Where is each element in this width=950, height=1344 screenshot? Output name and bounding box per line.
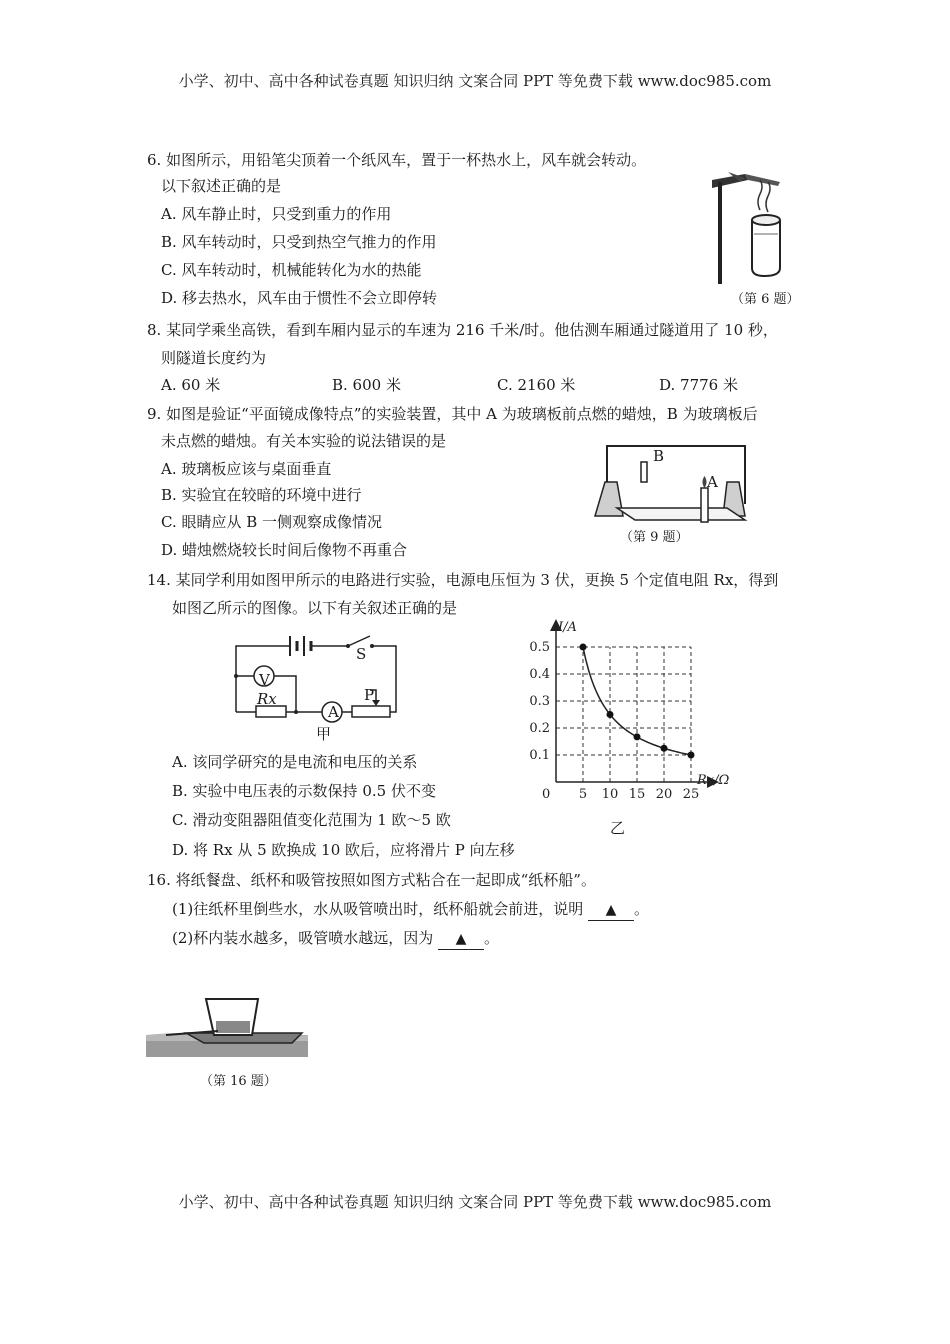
q8-stem-line1: 8. 某同学乘坐高铁，看到车厢内显示的车速为 216 千米/时。他估测车厢通过隧道用了 10 秒， — [147, 321, 778, 339]
current-resistance-graph — [520, 620, 730, 814]
y-tick-label: 0.3 — [529, 694, 550, 709]
q8-stem-line2: 则隧道长度约为 — [161, 349, 267, 367]
triangle-marker-icon: ▲ — [605, 902, 617, 918]
q6-stem-line2: 以下叙述正确的是 — [161, 177, 282, 195]
q6-stem-line1: 6. 如图所示，用铅笔尖顶着一个纸风车，置于一杯热水上，风车就会转动。 — [147, 151, 647, 169]
y-tick-label: 0.5 — [529, 640, 550, 655]
q16-part1-text: (1)往纸杯里倒些水，水从吸管喷出时，纸杯船就会前进，说明 — [172, 900, 584, 918]
q16-caption: （第 16 题） — [200, 1074, 277, 1089]
q16-part2 — [172, 928, 499, 950]
data-point — [580, 644, 587, 651]
q8-option-b: B. 600 米 — [332, 376, 401, 394]
x-tick-label: 25 — [682, 787, 700, 802]
mirror-experiment-figure — [595, 442, 755, 520]
circuit-switch-label: S — [356, 645, 367, 663]
circuit-caption: 甲 — [316, 725, 332, 743]
x-tick-label: 10 — [601, 787, 619, 802]
q14-stem-line1: 14. 某同学利用如图甲所示的电路进行实验，电源电压恒为 3 伏，更换 5 个定值电阻 Rx，得到 — [147, 571, 779, 589]
data-point — [688, 752, 695, 759]
q14-option-d: D. 将 Rx 从 5 欧换成 10 欧后，应将滑片 P 向左移 — [172, 841, 515, 859]
q9-option-a: A. 玻璃板应该与桌面垂直 — [161, 460, 332, 478]
q6-option-d: D. 移去热水，风车由于惯性不会立即停转 — [161, 289, 438, 307]
y-tick-label: 0.2 — [529, 721, 550, 736]
q16-part1 — [172, 899, 649, 921]
circuit-voltmeter-label: V — [259, 671, 270, 689]
x-tick-label: 20 — [655, 787, 673, 802]
triangle-marker-icon: ▲ — [455, 931, 467, 947]
data-point — [607, 711, 614, 718]
q9-option-b: B. 实验宜在较暗的环境中进行 — [161, 486, 362, 504]
q8-option-c: C. 2160 米 — [497, 376, 576, 394]
q8-option-a: A. 60 米 — [161, 376, 221, 394]
graph-y-label: I/A — [558, 620, 577, 635]
q6-option-c: C. 风车转动时，机械能转化为水的热能 — [161, 261, 422, 279]
q14-stem-line2: 如图乙所示的图像。以下有关叙述正确的是 — [172, 599, 458, 617]
y-tick-label: 0.4 — [529, 667, 550, 682]
q9-label-b: B — [653, 447, 665, 465]
q9-caption: （第 9 题） — [620, 530, 689, 545]
data-point — [634, 733, 641, 740]
circuit-slider-label: P — [364, 686, 375, 704]
data-point — [661, 745, 668, 752]
q14-option-b: B. 实验中电压表的示数保持 0.5 伏不变 — [172, 782, 436, 800]
q16-part2-text: (2)杯内装水越多，吸管喷水越远，因为 — [172, 929, 434, 947]
graph-x-label: Rx/Ω — [697, 773, 730, 788]
y-tick-label: 0.1 — [529, 748, 550, 763]
graph-grid — [556, 647, 691, 782]
page-footer: 小学、初中、高中各种试卷真题 知识归纳 文案合同 PPT 等免费下载 www.doc985.com — [178, 1193, 772, 1211]
circuit-diagram — [230, 628, 402, 726]
q8-option-d: D. 7776 米 — [659, 376, 738, 394]
page-header: 小学、初中、高中各种试卷真题 知识归纳 文案合同 PPT 等免费下载 www.doc985.com — [178, 72, 772, 90]
q16-part2-end: 。 — [484, 929, 500, 947]
q6-option-b: B. 风车转动时，只受到热空气推力的作用 — [161, 233, 437, 251]
paper-cup-boat-figure — [146, 995, 308, 1059]
x-tick-label: 15 — [628, 787, 646, 802]
q9-stem-line1: 9. 如图是验证“平面镜成像特点”的实验装置，其中 A 为玻璃板前点燃的蜡烛，B 为玻璃板后 — [147, 405, 758, 423]
circuit-rx-label: Rx — [257, 690, 277, 708]
x-tick-label: 5 — [578, 787, 588, 802]
q16-part1-end: 。 — [634, 900, 650, 918]
pinwheel-figure — [700, 168, 790, 288]
q16-stem: 16. 将纸餐盘、纸杯和吸管按照如图方式粘合在一起即成“纸杯船”。 — [147, 871, 596, 889]
graph-origin-label: 0 — [542, 787, 551, 802]
q6-caption: （第 6 题） — [731, 292, 800, 307]
q9-option-c: C. 眼睛应从 B 一侧观察成像情况 — [161, 513, 383, 531]
circuit-ammeter-label: A — [328, 703, 339, 721]
q16-answer-blank-2[interactable] — [438, 928, 484, 950]
graph-caption: 乙 — [610, 819, 626, 837]
q9-option-d: D. 蜡烛燃烧较长时间后像物不再重合 — [161, 541, 408, 559]
q9-label-a: A — [707, 473, 718, 491]
q16-answer-blank-1[interactable] — [588, 899, 634, 921]
q14-option-c: C. 滑动变阻器阻值变化范围为 1 欧～5 欧 — [172, 811, 451, 829]
q6-option-a: A. 风车静止时，只受到重力的作用 — [161, 205, 392, 223]
q9-stem-line2: 未点燃的蜡烛。有关本实验的说法错误的是 — [161, 432, 447, 450]
q14-option-a: A. 该同学研究的是电流和电压的关系 — [172, 753, 418, 771]
